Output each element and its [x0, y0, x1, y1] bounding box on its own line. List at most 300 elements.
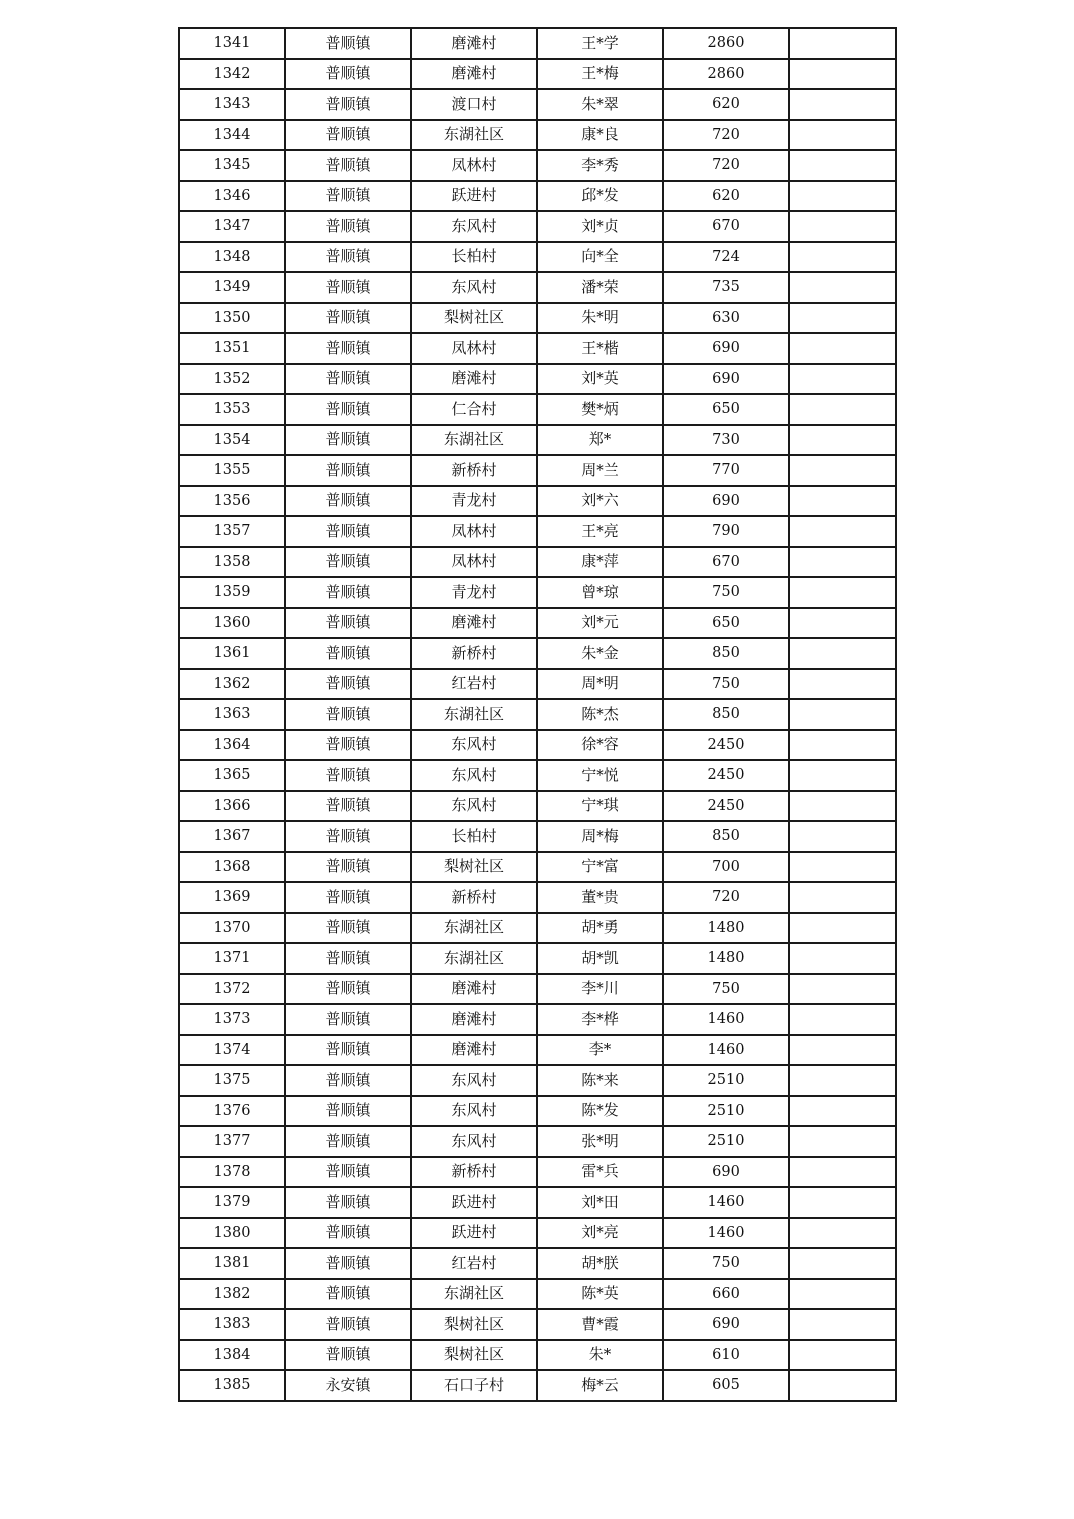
amount-cell: 2450	[663, 791, 789, 822]
name-cell: 宁*悦	[537, 760, 663, 791]
table-row	[179, 1309, 896, 1340]
remark-cell	[789, 699, 896, 730]
remark-cell	[789, 28, 896, 59]
village-cell: 新桥村	[411, 638, 537, 669]
amount-cell: 850	[663, 699, 789, 730]
serial-number-cell: 1368	[179, 852, 285, 883]
amount-cell: 850	[663, 638, 789, 669]
village-cell: 东湖社区	[411, 943, 537, 974]
amount-cell: 2510	[663, 1126, 789, 1157]
table-row	[179, 272, 896, 303]
amount-cell: 1460	[663, 1187, 789, 1218]
remark-cell	[789, 211, 896, 242]
name-cell: 董*贵	[537, 882, 663, 913]
village-cell: 跃进村	[411, 181, 537, 212]
town-cell: 普顺镇	[285, 638, 411, 669]
table-row	[179, 1218, 896, 1249]
amount-cell: 790	[663, 516, 789, 547]
village-cell: 东风村	[411, 730, 537, 761]
amount-cell: 720	[663, 120, 789, 151]
town-cell: 普顺镇	[285, 150, 411, 181]
remark-cell	[789, 1279, 896, 1310]
name-cell: 王*学	[537, 28, 663, 59]
amount-cell: 690	[663, 486, 789, 517]
serial-number-cell: 1377	[179, 1126, 285, 1157]
amount-cell: 660	[663, 1279, 789, 1310]
village-cell: 青龙村	[411, 486, 537, 517]
remark-cell	[789, 669, 896, 700]
remark-cell	[789, 730, 896, 761]
table-row	[179, 1279, 896, 1310]
serial-number-cell: 1348	[179, 242, 285, 273]
serial-number-cell: 1354	[179, 425, 285, 456]
table-row	[179, 852, 896, 883]
village-cell: 梨树社区	[411, 1340, 537, 1371]
name-cell: 宁*琪	[537, 791, 663, 822]
table-row	[179, 821, 896, 852]
town-cell: 普顺镇	[285, 181, 411, 212]
remark-cell	[789, 364, 896, 395]
name-cell: 王*梅	[537, 59, 663, 90]
name-cell: 李*川	[537, 974, 663, 1005]
village-cell: 新桥村	[411, 882, 537, 913]
town-cell: 普顺镇	[285, 516, 411, 547]
amount-cell: 700	[663, 852, 789, 883]
town-cell: 普顺镇	[285, 242, 411, 273]
name-cell: 陈*发	[537, 1096, 663, 1127]
serial-number-cell: 1381	[179, 1248, 285, 1279]
amount-cell: 2450	[663, 760, 789, 791]
town-cell: 普顺镇	[285, 1248, 411, 1279]
table-row	[179, 89, 896, 120]
remark-cell	[789, 1065, 896, 1096]
remark-cell	[789, 943, 896, 974]
town-cell: 普顺镇	[285, 455, 411, 486]
table-row	[179, 150, 896, 181]
table-row	[179, 1065, 896, 1096]
serial-number-cell: 1362	[179, 669, 285, 700]
serial-number-cell: 1342	[179, 59, 285, 90]
village-cell: 磨滩村	[411, 59, 537, 90]
amount-cell: 650	[663, 608, 789, 639]
village-cell: 东湖社区	[411, 425, 537, 456]
table-row	[179, 974, 896, 1005]
serial-number-cell: 1361	[179, 638, 285, 669]
town-cell: 普顺镇	[285, 333, 411, 364]
remark-cell	[789, 821, 896, 852]
table-row	[179, 364, 896, 395]
name-cell: 刘*田	[537, 1187, 663, 1218]
village-cell: 东风村	[411, 1065, 537, 1096]
town-cell: 普顺镇	[285, 1096, 411, 1127]
serial-number-cell: 1355	[179, 455, 285, 486]
serial-number-cell: 1344	[179, 120, 285, 151]
name-cell: 樊*炳	[537, 394, 663, 425]
table-row	[179, 943, 896, 974]
table-row	[179, 181, 896, 212]
town-cell: 普顺镇	[285, 852, 411, 883]
amount-cell: 620	[663, 181, 789, 212]
table-row	[179, 669, 896, 700]
amount-cell: 750	[663, 974, 789, 1005]
remark-cell	[789, 760, 896, 791]
name-cell: 邱*发	[537, 181, 663, 212]
name-cell: 朱*翠	[537, 89, 663, 120]
name-cell: 康*萍	[537, 547, 663, 578]
table-row	[179, 1157, 896, 1188]
village-cell: 青龙村	[411, 577, 537, 608]
serial-number-cell: 1385	[179, 1370, 285, 1401]
remark-cell	[789, 547, 896, 578]
village-cell: 梨树社区	[411, 1309, 537, 1340]
village-cell: 磨滩村	[411, 364, 537, 395]
serial-number-cell: 1383	[179, 1309, 285, 1340]
amount-cell: 630	[663, 303, 789, 334]
remark-cell	[789, 89, 896, 120]
name-cell: 朱*	[537, 1340, 663, 1371]
serial-number-cell: 1372	[179, 974, 285, 1005]
remark-cell	[789, 852, 896, 883]
town-cell: 普顺镇	[285, 1126, 411, 1157]
town-cell: 普顺镇	[285, 486, 411, 517]
village-cell: 东风村	[411, 1126, 537, 1157]
town-cell: 普顺镇	[285, 821, 411, 852]
town-cell: 普顺镇	[285, 547, 411, 578]
name-cell: 刘*六	[537, 486, 663, 517]
amount-cell: 2450	[663, 730, 789, 761]
amount-cell: 720	[663, 882, 789, 913]
town-cell: 普顺镇	[285, 882, 411, 913]
remark-cell	[789, 608, 896, 639]
table-row	[179, 486, 896, 517]
amount-cell: 720	[663, 150, 789, 181]
amount-cell: 850	[663, 821, 789, 852]
village-cell: 磨滩村	[411, 608, 537, 639]
table-row	[179, 120, 896, 151]
remark-cell	[789, 1309, 896, 1340]
amount-cell: 690	[663, 364, 789, 395]
remark-cell	[789, 1004, 896, 1035]
name-cell: 李*	[537, 1035, 663, 1066]
town-cell: 普顺镇	[285, 943, 411, 974]
table-row	[179, 1187, 896, 1218]
town-cell: 普顺镇	[285, 303, 411, 334]
data-table	[178, 27, 897, 1402]
name-cell: 宁*富	[537, 852, 663, 883]
amount-cell: 1480	[663, 913, 789, 944]
serial-number-cell: 1366	[179, 791, 285, 822]
name-cell: 胡*凯	[537, 943, 663, 974]
town-cell: 普顺镇	[285, 89, 411, 120]
remark-cell	[789, 1157, 896, 1188]
table-row	[179, 28, 896, 59]
remark-cell	[789, 1248, 896, 1279]
town-cell: 普顺镇	[285, 791, 411, 822]
table-row	[179, 577, 896, 608]
remark-cell	[789, 882, 896, 913]
amount-cell: 690	[663, 1309, 789, 1340]
serial-number-cell: 1345	[179, 150, 285, 181]
serial-number-cell: 1369	[179, 882, 285, 913]
amount-cell: 1480	[663, 943, 789, 974]
name-cell: 郑*	[537, 425, 663, 456]
village-cell: 东湖社区	[411, 1279, 537, 1310]
remark-cell	[789, 333, 896, 364]
name-cell: 雷*兵	[537, 1157, 663, 1188]
village-cell: 红岩村	[411, 1248, 537, 1279]
name-cell: 周*兰	[537, 455, 663, 486]
name-cell: 曾*琼	[537, 577, 663, 608]
remark-cell	[789, 120, 896, 151]
serial-number-cell: 1346	[179, 181, 285, 212]
town-cell: 永安镇	[285, 1370, 411, 1401]
town-cell: 普顺镇	[285, 1279, 411, 1310]
remark-cell	[789, 577, 896, 608]
name-cell: 周*梅	[537, 821, 663, 852]
town-cell: 普顺镇	[285, 760, 411, 791]
remark-cell	[789, 638, 896, 669]
serial-number-cell: 1382	[179, 1279, 285, 1310]
table-row	[179, 59, 896, 90]
village-cell: 东湖社区	[411, 699, 537, 730]
remark-cell	[789, 516, 896, 547]
table-body	[179, 28, 896, 1401]
amount-cell: 670	[663, 547, 789, 578]
remark-cell	[789, 1035, 896, 1066]
table-row	[179, 1004, 896, 1035]
remark-cell	[789, 242, 896, 273]
serial-number-cell: 1353	[179, 394, 285, 425]
town-cell: 普顺镇	[285, 730, 411, 761]
amount-cell: 605	[663, 1370, 789, 1401]
table-row	[179, 791, 896, 822]
village-cell: 仁合村	[411, 394, 537, 425]
town-cell: 普顺镇	[285, 28, 411, 59]
village-cell: 新桥村	[411, 455, 537, 486]
table-row	[179, 516, 896, 547]
remark-cell	[789, 181, 896, 212]
village-cell: 磨滩村	[411, 1035, 537, 1066]
table-row	[179, 1035, 896, 1066]
town-cell: 普顺镇	[285, 364, 411, 395]
serial-number-cell: 1358	[179, 547, 285, 578]
table-row	[179, 699, 896, 730]
table-row	[179, 1370, 896, 1401]
serial-number-cell: 1349	[179, 272, 285, 303]
remark-cell	[789, 1340, 896, 1371]
name-cell: 张*明	[537, 1126, 663, 1157]
name-cell: 李*桦	[537, 1004, 663, 1035]
remark-cell	[789, 1096, 896, 1127]
serial-number-cell: 1351	[179, 333, 285, 364]
table-row	[179, 394, 896, 425]
serial-number-cell: 1350	[179, 303, 285, 334]
remark-cell	[789, 150, 896, 181]
remark-cell	[789, 486, 896, 517]
town-cell: 普顺镇	[285, 1035, 411, 1066]
village-cell: 跃进村	[411, 1187, 537, 1218]
village-cell: 凤林村	[411, 333, 537, 364]
village-cell: 跃进村	[411, 1218, 537, 1249]
village-cell: 凤林村	[411, 150, 537, 181]
town-cell: 普顺镇	[285, 974, 411, 1005]
table-row	[179, 913, 896, 944]
name-cell: 胡*朕	[537, 1248, 663, 1279]
name-cell: 王*亮	[537, 516, 663, 547]
serial-number-cell: 1363	[179, 699, 285, 730]
remark-cell	[789, 791, 896, 822]
remark-cell	[789, 455, 896, 486]
table-row	[179, 455, 896, 486]
remark-cell	[789, 1218, 896, 1249]
table-row	[179, 1126, 896, 1157]
serial-number-cell: 1359	[179, 577, 285, 608]
village-cell: 梨树社区	[411, 852, 537, 883]
table-row	[179, 547, 896, 578]
remark-cell	[789, 394, 896, 425]
remark-cell	[789, 913, 896, 944]
name-cell: 刘*贞	[537, 211, 663, 242]
village-cell: 渡口村	[411, 89, 537, 120]
village-cell: 长柏村	[411, 821, 537, 852]
table-row	[179, 211, 896, 242]
amount-cell: 610	[663, 1340, 789, 1371]
serial-number-cell: 1352	[179, 364, 285, 395]
name-cell: 胡*勇	[537, 913, 663, 944]
table-row	[179, 638, 896, 669]
name-cell: 徐*容	[537, 730, 663, 761]
town-cell: 普顺镇	[285, 1309, 411, 1340]
table-row	[179, 1096, 896, 1127]
amount-cell: 750	[663, 669, 789, 700]
remark-cell	[789, 59, 896, 90]
village-cell: 长柏村	[411, 242, 537, 273]
serial-number-cell: 1376	[179, 1096, 285, 1127]
town-cell: 普顺镇	[285, 1004, 411, 1035]
village-cell: 东风村	[411, 1096, 537, 1127]
town-cell: 普顺镇	[285, 425, 411, 456]
name-cell: 李*秀	[537, 150, 663, 181]
town-cell: 普顺镇	[285, 699, 411, 730]
town-cell: 普顺镇	[285, 669, 411, 700]
serial-number-cell: 1347	[179, 211, 285, 242]
amount-cell: 2510	[663, 1065, 789, 1096]
name-cell: 刘*英	[537, 364, 663, 395]
town-cell: 普顺镇	[285, 211, 411, 242]
name-cell: 陈*英	[537, 1279, 663, 1310]
table-row	[179, 730, 896, 761]
remark-cell	[789, 303, 896, 334]
village-cell: 东风村	[411, 211, 537, 242]
village-cell: 东湖社区	[411, 913, 537, 944]
table-row	[179, 1248, 896, 1279]
remark-cell	[789, 272, 896, 303]
village-cell: 石口子村	[411, 1370, 537, 1401]
serial-number-cell: 1357	[179, 516, 285, 547]
name-cell: 曹*霞	[537, 1309, 663, 1340]
serial-number-cell: 1360	[179, 608, 285, 639]
name-cell: 刘*元	[537, 608, 663, 639]
amount-cell: 1460	[663, 1004, 789, 1035]
serial-number-cell: 1375	[179, 1065, 285, 1096]
town-cell: 普顺镇	[285, 608, 411, 639]
amount-cell: 2860	[663, 59, 789, 90]
town-cell: 普顺镇	[285, 394, 411, 425]
amount-cell: 650	[663, 394, 789, 425]
serial-number-cell: 1343	[179, 89, 285, 120]
table-row	[179, 760, 896, 791]
serial-number-cell: 1341	[179, 28, 285, 59]
remark-cell	[789, 1187, 896, 1218]
table-row	[179, 242, 896, 273]
amount-cell: 724	[663, 242, 789, 273]
amount-cell: 670	[663, 211, 789, 242]
amount-cell: 730	[663, 425, 789, 456]
name-cell: 梅*云	[537, 1370, 663, 1401]
remark-cell	[789, 1370, 896, 1401]
remark-cell	[789, 1126, 896, 1157]
serial-number-cell: 1374	[179, 1035, 285, 1066]
town-cell: 普顺镇	[285, 1157, 411, 1188]
amount-cell: 1460	[663, 1218, 789, 1249]
table-row	[179, 333, 896, 364]
name-cell: 陈*杰	[537, 699, 663, 730]
remark-cell	[789, 974, 896, 1005]
village-cell: 新桥村	[411, 1157, 537, 1188]
amount-cell: 750	[663, 1248, 789, 1279]
name-cell: 刘*亮	[537, 1218, 663, 1249]
village-cell: 梨树社区	[411, 303, 537, 334]
serial-number-cell: 1373	[179, 1004, 285, 1035]
table-row	[179, 425, 896, 456]
serial-number-cell: 1380	[179, 1218, 285, 1249]
serial-number-cell: 1371	[179, 943, 285, 974]
town-cell: 普顺镇	[285, 913, 411, 944]
amount-cell: 620	[663, 89, 789, 120]
amount-cell: 770	[663, 455, 789, 486]
name-cell: 康*良	[537, 120, 663, 151]
town-cell: 普顺镇	[285, 120, 411, 151]
town-cell: 普顺镇	[285, 1187, 411, 1218]
serial-number-cell: 1384	[179, 1340, 285, 1371]
village-cell: 凤林村	[411, 516, 537, 547]
town-cell: 普顺镇	[285, 1065, 411, 1096]
serial-number-cell: 1364	[179, 730, 285, 761]
village-cell: 磨滩村	[411, 974, 537, 1005]
table-row	[179, 608, 896, 639]
name-cell: 向*全	[537, 242, 663, 273]
name-cell: 陈*来	[537, 1065, 663, 1096]
serial-number-cell: 1367	[179, 821, 285, 852]
name-cell: 朱*明	[537, 303, 663, 334]
remark-cell	[789, 425, 896, 456]
serial-number-cell: 1370	[179, 913, 285, 944]
amount-cell: 750	[663, 577, 789, 608]
table-row	[179, 1340, 896, 1371]
village-cell: 红岩村	[411, 669, 537, 700]
serial-number-cell: 1379	[179, 1187, 285, 1218]
amount-cell: 690	[663, 1157, 789, 1188]
table-row	[179, 882, 896, 913]
town-cell: 普顺镇	[285, 1340, 411, 1371]
amount-cell: 690	[663, 333, 789, 364]
name-cell: 王*楷	[537, 333, 663, 364]
town-cell: 普顺镇	[285, 59, 411, 90]
village-cell: 东风村	[411, 272, 537, 303]
name-cell: 朱*金	[537, 638, 663, 669]
amount-cell: 2860	[663, 28, 789, 59]
amount-cell: 1460	[663, 1035, 789, 1066]
